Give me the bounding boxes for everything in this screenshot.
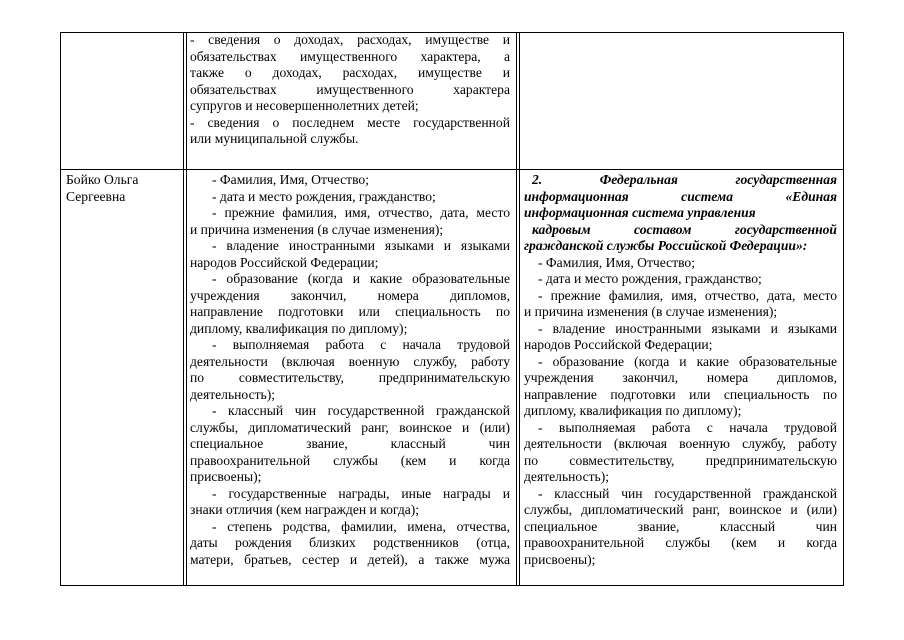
- text-line: специальное звание, классный чин: [524, 518, 837, 534]
- text-line: учреждения закончил, номера дипломов,: [524, 370, 837, 385]
- text-line: и причина изменения (в случае изменения);: [524, 304, 778, 319]
- text-line: - выполняемая работа с начала трудовой: [212, 337, 510, 352]
- text-line: правоохранительной службы (кем и когда: [524, 535, 837, 550]
- text-line: - степень родства, фамилии, имена, отчества,: [212, 518, 510, 534]
- name-line: Сергеевна: [66, 188, 126, 204]
- text-line: присвоены);: [190, 469, 262, 484]
- text-line: - выполняемая работа с начала трудовой: [538, 419, 837, 435]
- top-row-text: [190, 32, 510, 148]
- text-line: обязательствах имущественного характера, а: [190, 48, 510, 64]
- text-line: по совместительству, предпринимательскую: [524, 452, 837, 468]
- text-line: народов Российской Федерации;: [524, 337, 713, 352]
- text-line: деятельность);: [190, 386, 276, 402]
- text-line: также о доходах, расходах, имуществе и: [190, 65, 510, 80]
- text-line: - владение иностранными языками и языками: [538, 320, 837, 336]
- text-line: знаки отличия (кем награжден и когда);: [190, 502, 420, 517]
- name-line: Бойко Ольга: [66, 172, 139, 187]
- person-name: [66, 172, 178, 205]
- section-heading-line: 2. Федеральная государственная: [532, 172, 837, 187]
- text-line: супругов и несовершеннолетних детей;: [190, 98, 419, 113]
- text-line: правоохранительной службы (кем и когда: [190, 452, 510, 468]
- text-line: учреждения закончил, номера дипломов,: [190, 287, 510, 303]
- text-line: - Фамилия, Имя, Отчество;: [538, 254, 695, 270]
- document-table: [60, 32, 844, 586]
- row2-col2-text: [190, 172, 510, 584]
- text-line: направление подготовки или специальность по: [190, 304, 510, 319]
- text-line: специальное звание, классный чин: [190, 436, 510, 451]
- text-line: - сведения о последнем месте государственной: [190, 114, 510, 130]
- text-line: - владение иностранными языками и языками: [212, 238, 510, 253]
- text-line: даты рождения близких родственников (отца,: [190, 535, 510, 550]
- text-line: - дата и место рождения, гражданство;: [212, 188, 436, 204]
- text-line: обязательствах имущественного характера: [190, 81, 510, 97]
- text-line: народов Российской Федерации;: [190, 254, 379, 270]
- table-border-left: [60, 32, 61, 586]
- text-line: - дата и место рождения, гражданство;: [538, 271, 762, 286]
- table-border-col2: [516, 32, 517, 586]
- text-line: - образование (когда и какие образовательные: [538, 353, 837, 369]
- table-row-divider: [60, 169, 844, 170]
- text-line: по совместительству, предпринимательскую: [190, 370, 510, 385]
- text-line: диплому, квалификация по диплому);: [524, 403, 742, 418]
- text-line: и причина изменения (в случае изменения);: [190, 221, 444, 237]
- table-border-right: [843, 32, 844, 586]
- section-heading-line: информационная система «Единая: [524, 188, 837, 204]
- text-line: службы, дипломатический ранг, воинское и (или): [190, 419, 510, 435]
- text-line: - Фамилия, Имя, Отчество;: [212, 172, 369, 187]
- table-border-bottom: [60, 585, 844, 586]
- text-line: - сведения о доходах, расходах, имуществе и: [190, 32, 510, 47]
- text-line: - классный чин государственной гражданской: [538, 485, 837, 501]
- table-border-col2-double: [519, 32, 520, 586]
- table-border-col1: [183, 32, 184, 586]
- text-line: диплому, квалификация по диплому);: [190, 320, 408, 336]
- text-line: или муниципальной службы.: [190, 131, 359, 146]
- text-line: направление подготовки или специальность по: [524, 386, 837, 402]
- text-line: - прежние фамилия, имя, отчество, дата, место: [212, 205, 510, 220]
- text-line: - прежние фамилия, имя, отчество, дата, место: [538, 287, 837, 303]
- text-line: деятельности (включая военную службу, работу: [524, 436, 837, 451]
- section-heading-line: информационная система управления: [524, 205, 756, 220]
- text-line: - образование (когда и какие образовательные: [212, 271, 510, 286]
- text-line: - классный чин государственной гражданской: [212, 403, 510, 418]
- text-line: службы, дипломатический ранг, воинское и (или): [524, 502, 837, 517]
- row2-col3-text: [524, 172, 837, 584]
- section-heading-line: гражданской службы Российской Федерации»:: [524, 238, 808, 253]
- text-line: деятельность);: [524, 469, 610, 484]
- text-line: деятельности (включая военную службу, работу: [190, 353, 510, 369]
- text-line: матери, братьев, сестер и детей), а также мужа: [190, 551, 510, 567]
- section-heading-line: кадровым составом государственной: [532, 221, 837, 237]
- text-line: - государственные награды, иные награды и: [212, 485, 510, 501]
- text-line: присвоены);: [524, 551, 596, 567]
- table-border-col1-double: [186, 32, 187, 586]
